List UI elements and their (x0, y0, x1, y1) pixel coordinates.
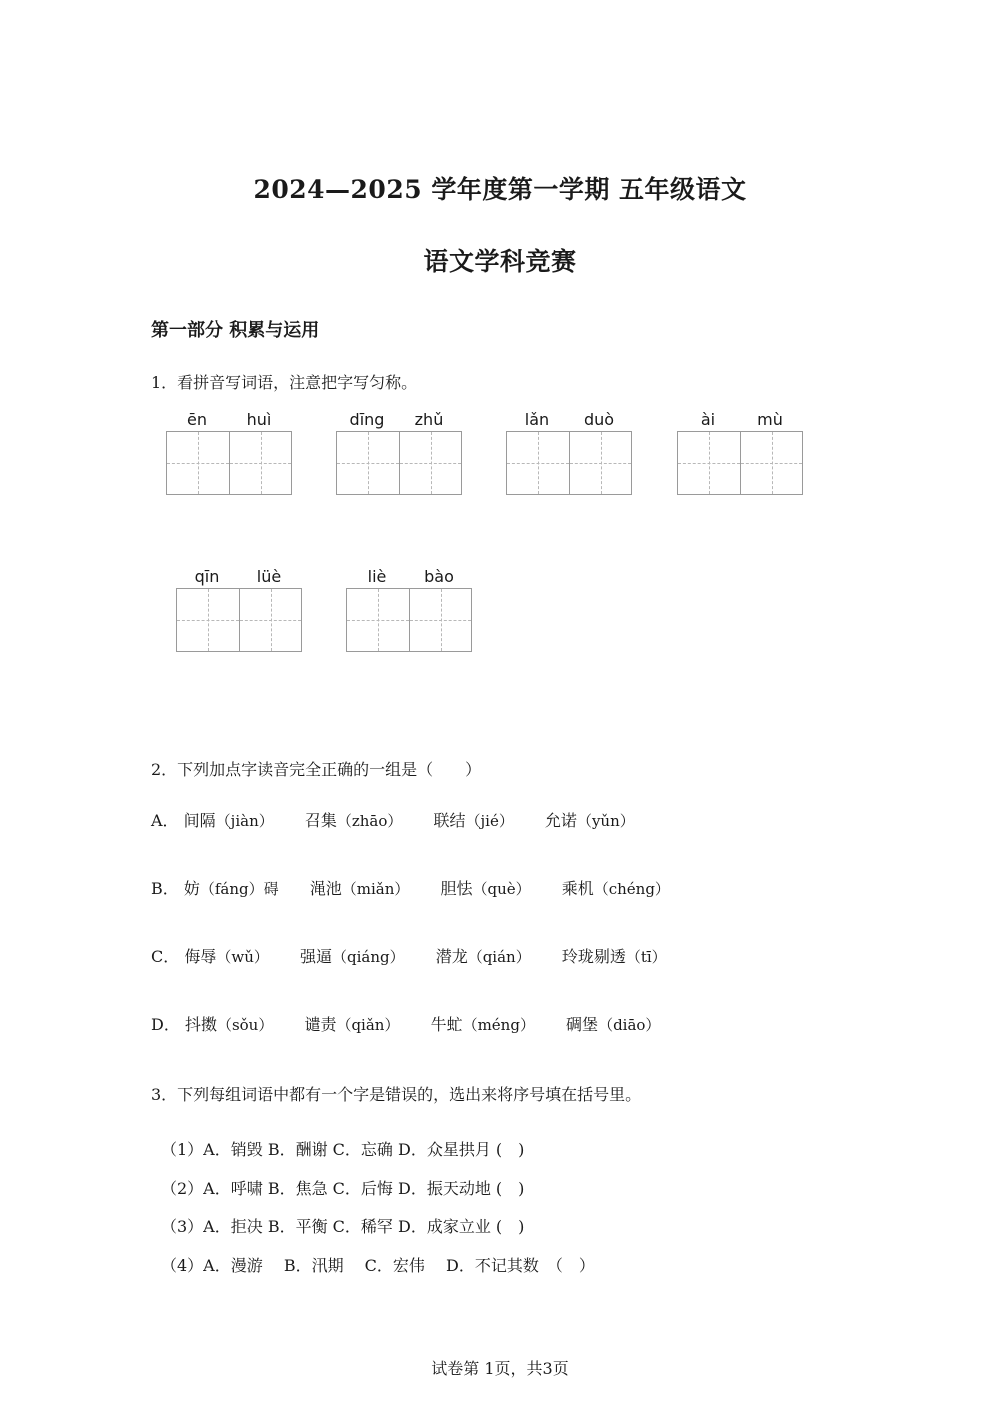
option-pinyin: （tī） (625, 948, 667, 966)
option-pinyin: （qiǎn） (336, 1016, 400, 1034)
option-word: 召集 (304, 811, 337, 830)
writing-box[interactable] (239, 589, 301, 651)
question-3-item-3: （3）A．拒决 B．平衡 C．稀罕 D．成家立业 ( ) (161, 1217, 525, 1236)
writing-box[interactable] (507, 432, 569, 494)
pinyin-label: qīn (194, 567, 220, 586)
question-3-item-1: （1）A．销毁 B．酬谢 C．忘确 D．众星拱月 ( ) (161, 1140, 525, 1159)
pinyin-label: ài (700, 410, 716, 429)
option-pinyin: （jiàn） (215, 812, 274, 830)
option-pinyin: （sǒu） (216, 1016, 274, 1034)
page-footer: 试卷第 1页，共3页 (431, 1359, 569, 1378)
option-word: 渑池 (309, 879, 342, 898)
option-pinyin: （yǔn） (576, 812, 635, 830)
writing-box[interactable] (167, 432, 229, 494)
question-3-prompt: 3．下列每组词语中都有一个字是错误的，选出来将序号填在括号里。 (151, 1085, 642, 1104)
option-pinyin: （chéng） (593, 880, 670, 898)
section-heading: 第一部分 积累与运用 (151, 320, 320, 341)
writing-box[interactable] (177, 589, 239, 651)
pinyin-label: dīng (349, 410, 385, 429)
pinyin-label: zhǔ (414, 410, 444, 429)
option-word: 侮辱 (184, 947, 217, 966)
option-label: A． (151, 811, 179, 830)
question-2-option-b (151, 876, 696, 899)
pinyin-label: liè (367, 567, 387, 586)
option-pinyin: （diāo） (598, 1016, 661, 1034)
writing-box[interactable] (347, 589, 409, 651)
option-pinyin: （méng） (462, 1016, 535, 1034)
option-word: 玲珑剔透 (561, 947, 626, 966)
question-3-item-2: （2）A．呼啸 B．焦急 C．后悔 D．振天动地 ( ) (161, 1179, 525, 1198)
option-word: 妨 (183, 879, 200, 898)
pinyin-label: bào (424, 567, 454, 586)
option-label: D． (151, 1015, 180, 1034)
option-pinyin: （wǔ） (216, 948, 269, 966)
option-label: B． (151, 879, 179, 898)
option-word: 胆怯 (440, 879, 473, 898)
option-word: 谴责 (304, 1015, 337, 1034)
question-2-option-a (151, 808, 661, 831)
option-pinyin: （qiáng） (331, 948, 405, 966)
writing-box[interactable] (229, 432, 291, 494)
option-word: 潜龙 (435, 947, 468, 966)
writing-box[interactable] (569, 432, 631, 494)
writing-box[interactable] (740, 432, 802, 494)
option-pinyin: （zhāo） (336, 812, 403, 830)
option-pinyin: （jié） (465, 812, 514, 830)
option-pinyin: （miǎn） (341, 880, 410, 898)
page-subtitle: 语文学科竞赛 (423, 247, 577, 276)
pinyin-label: lǎn (524, 410, 550, 429)
option-word: 碉堡 (566, 1015, 599, 1034)
writing-box[interactable] (399, 432, 461, 494)
option-word: 强逼 (299, 947, 332, 966)
option-word: 间隔 (183, 811, 216, 830)
question-1-prompt: 1．看拼音写词语，注意把字写匀称。 (151, 373, 418, 392)
pinyin-label: huì (246, 410, 272, 429)
question-2-option-d (151, 1012, 686, 1035)
pinyin-label: duò (583, 410, 615, 429)
option-word: 牛虻 (430, 1015, 463, 1034)
writing-box[interactable] (337, 432, 399, 494)
option-word: 抖擞 (184, 1015, 217, 1034)
pinyin-label: ēn (187, 410, 207, 429)
option-word: 允诺 (544, 811, 577, 830)
writing-box[interactable] (678, 432, 740, 494)
option-word: 联结 (433, 811, 466, 830)
pinyin-label: mù (757, 410, 783, 429)
writing-box[interactable] (409, 589, 471, 651)
question-3-item-4: （4）A．漫游 B．汛期 C．宏伟 D．不记其数 （ ） (161, 1256, 595, 1275)
pinyin-label: lüè (256, 567, 282, 586)
option-word: 乘机 (561, 879, 594, 898)
option-pinyin: （fáng）碍 (199, 880, 279, 898)
option-label: C． (151, 947, 180, 966)
question-2-prompt: 2．下列加点字读音完全正确的一组是（ ） (151, 760, 482, 779)
page-title: 2024—2025 学年度第一学期 五年级语文 (253, 175, 747, 204)
option-pinyin: （què） (472, 880, 531, 898)
question-2-option-c (151, 944, 693, 967)
option-pinyin: （qián） (467, 948, 531, 966)
